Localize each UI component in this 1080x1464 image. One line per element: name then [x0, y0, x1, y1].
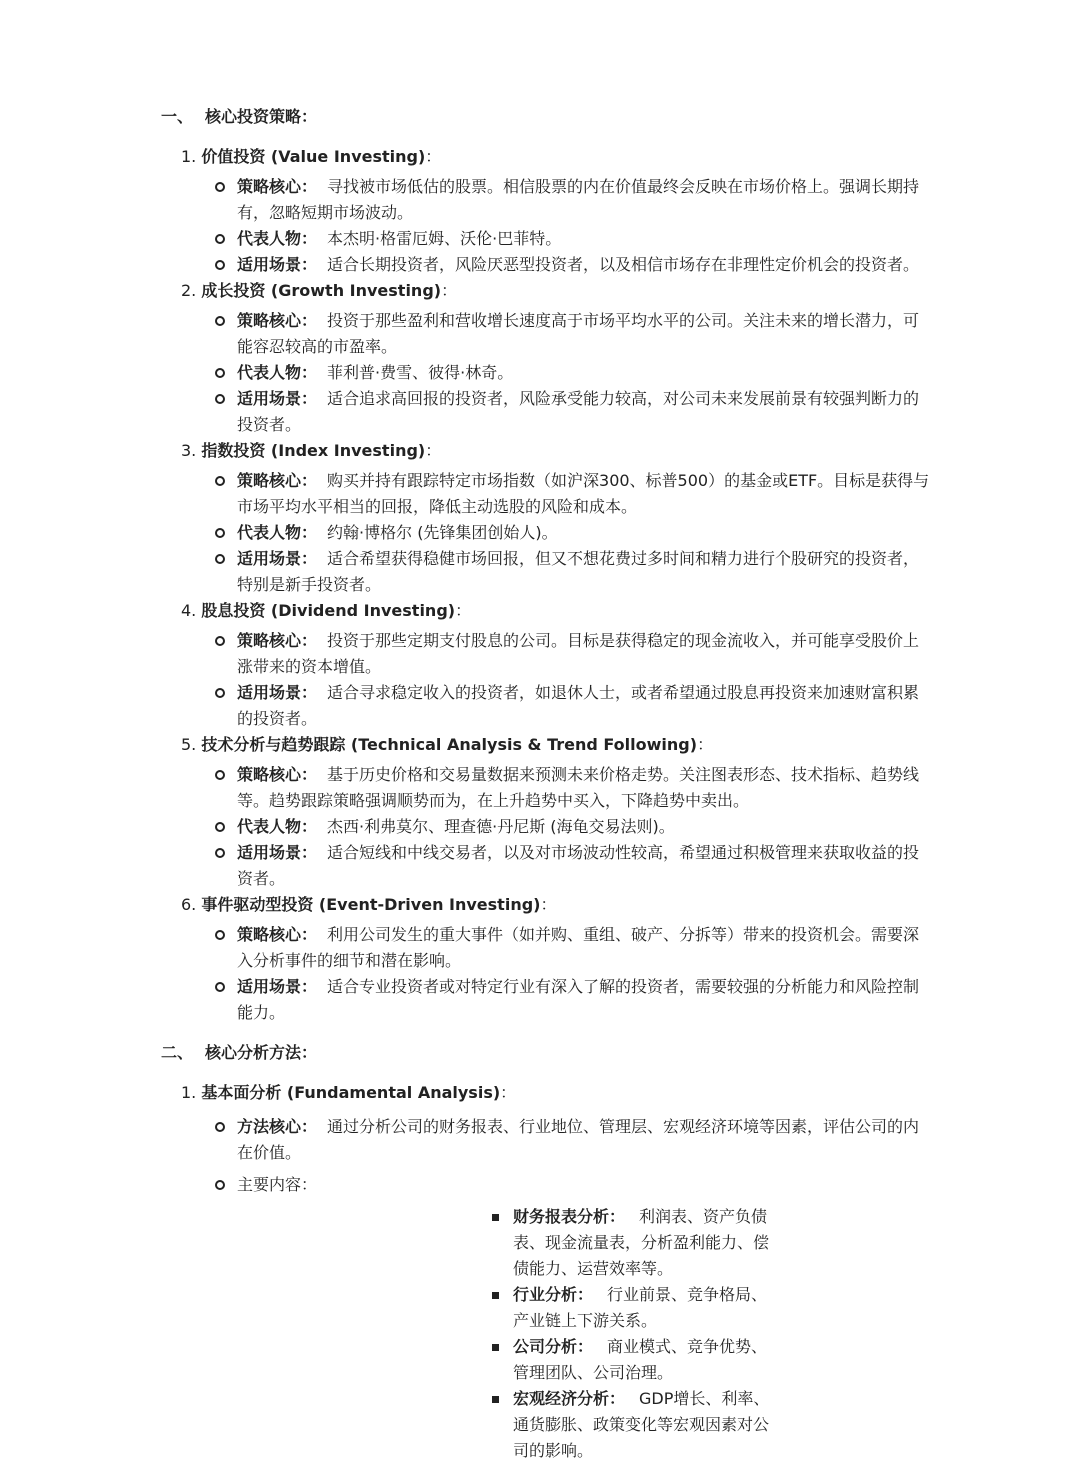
circle-bullet-icon	[215, 394, 225, 404]
item-suffix: ：	[425, 441, 442, 460]
circle-bullet-icon	[215, 260, 225, 270]
bullet-item	[0, 628, 1080, 680]
item-suffix: ：	[441, 281, 458, 300]
circle-bullet-icon	[215, 1122, 225, 1132]
square-bullet-icon	[492, 1214, 499, 1221]
bullet-label: 策略核心：	[237, 311, 318, 330]
bullet-item	[0, 1172, 1080, 1464]
bullet-label: 代表人物：	[237, 229, 318, 248]
circle-bullet-icon	[215, 528, 225, 538]
bullet-item	[0, 386, 1080, 438]
bullet-text: 主要内容：	[237, 1175, 318, 1194]
bullet-label: 策略核心：	[237, 765, 318, 784]
bullet-label: 适用场景：	[237, 683, 318, 702]
bullet-label: 代表人物：	[237, 363, 318, 382]
list-item-heading	[0, 1080, 1080, 1106]
bullet-text: 购买并持有跟踪特定市场指数（如沪深300、标普500）的基金或ETF。目标是获得与市场平均水平相当的回报，降低主动选股的风险和成本。	[237, 471, 930, 516]
item-name: 技术分析与趋势跟踪 (Technical Analysis & Trend Following)	[201, 735, 698, 754]
bullet-item	[0, 520, 1080, 546]
bullet-text: 杰西·利弗莫尔、理查德·丹尼斯 (海龟交易法则)。	[327, 817, 675, 836]
bullet-text: 适合专业投资者或对特定行业有深入了解的投资者，需要较强的分析能力和风险控制能力。	[237, 977, 920, 1022]
document-content	[0, 104, 1080, 1464]
item-name: 成长投资 (Growth Investing)	[201, 281, 442, 300]
bullet-item	[0, 762, 1080, 814]
item-suffix: ：	[455, 601, 472, 620]
circle-bullet-icon	[215, 476, 225, 486]
sub-bullet-label: 宏观经济分析：	[513, 1389, 626, 1408]
item-number: 4.	[181, 601, 202, 620]
bullet-label: 适用场景：	[237, 977, 318, 996]
bullet-text: 适合追求高回报的投资者，风险承受能力较高，对公司未来发展前景有较强判断力的投资者。	[237, 389, 920, 434]
sub-bullet-item	[237, 1334, 930, 1386]
sub-bullet-item	[237, 1204, 930, 1282]
sub-bullet-text: GDP增长、利率、通货膨胀、政策变化等宏观因素对公司的影响。	[513, 1389, 770, 1460]
sub-bullet-label: 财务报表分析：	[513, 1207, 626, 1226]
bullet-list	[0, 1114, 1080, 1464]
list-item-heading	[0, 144, 1080, 170]
bullet-label: 适用场景：	[237, 549, 318, 568]
sub-bullet-label: 公司分析：	[513, 1337, 594, 1356]
bullet-text: 约翰·博格尔 (先锋集团创始人)。	[327, 523, 558, 542]
bullet-list	[0, 174, 1080, 278]
item-name: 基本面分析 (Fundamental Analysis)	[201, 1083, 501, 1102]
bullet-label: 代表人物：	[237, 523, 318, 542]
square-bullet-icon	[492, 1344, 499, 1351]
sub-bullet-item	[237, 1282, 930, 1334]
bullet-item	[0, 360, 1080, 386]
bullet-item	[0, 174, 1080, 226]
bullet-item	[0, 1114, 1080, 1166]
bullet-text: 寻找被市场低估的股票。相信股票的内在价值最终会反映在市场价格上。强调长期持有，忽略短期市场波动。	[237, 177, 920, 222]
bullet-text: 本杰明·格雷厄姆、沃伦·巴菲特。	[327, 229, 562, 248]
bullet-text: 通过分析公司的财务报表、行业地位、管理层、宏观经济环境等因素，评估公司的内在价值。	[237, 1117, 920, 1162]
bullet-text: 适合短线和中线交易者，以及对市场波动性较高，希望通过积极管理来获取收益的投资者。	[237, 843, 920, 888]
sub-bullet-item	[237, 1386, 930, 1464]
section-title: 核心分析方法：	[205, 1043, 318, 1062]
item-number: 3.	[181, 441, 202, 460]
bullet-text: 投资于那些盈利和营收增长速度高于市场平均水平的公司。关注未来的增长潜力，可能容忍较高的市盈率。	[237, 311, 920, 356]
item-number: 1.	[181, 147, 202, 166]
bullet-label: 策略核心：	[237, 177, 318, 196]
section-heading	[161, 1040, 1080, 1066]
circle-bullet-icon	[215, 848, 225, 858]
circle-bullet-icon	[215, 182, 225, 192]
circle-bullet-icon	[215, 316, 225, 326]
bullet-text: 适合寻求稳定收入的投资者，如退休人士，或者希望通过股息再投资来加速财富积累的投资者。	[237, 683, 920, 728]
bullet-list	[0, 308, 1080, 438]
bullet-list	[0, 468, 1080, 598]
item-number: 5.	[181, 735, 202, 754]
sub-bullet-text: 商业模式、竞争优势、管理团队、公司治理。	[513, 1337, 768, 1382]
list-item-heading	[0, 598, 1080, 624]
section-number: 二、	[161, 1043, 194, 1062]
circle-bullet-icon	[215, 822, 225, 832]
bullet-item	[0, 252, 1080, 278]
sub-bullet-text: 利润表、资产负债表、现金流量表，分析盈利能力、偿债能力、运营效率等。	[513, 1207, 770, 1278]
circle-bullet-icon	[215, 636, 225, 646]
bullet-item	[0, 840, 1080, 892]
bullet-text: 菲利普·费雪、彼得·林奇。	[327, 363, 514, 382]
bullet-item	[0, 814, 1080, 840]
bullet-label: 策略核心：	[237, 925, 318, 944]
bullet-label: 方法核心：	[237, 1117, 318, 1136]
bullet-label: 适用场景：	[237, 843, 318, 862]
list-item-heading	[0, 278, 1080, 304]
bullet-label: 策略核心：	[237, 631, 318, 650]
sub-bullet-text: 行业前景、竞争格局、产业链上下游关系。	[513, 1285, 768, 1330]
item-suffix: ：	[540, 895, 557, 914]
circle-bullet-icon	[215, 930, 225, 940]
list-item-heading	[0, 438, 1080, 464]
section-body	[0, 1080, 1080, 1464]
item-number: 6.	[181, 895, 202, 914]
circle-bullet-icon	[215, 1180, 225, 1190]
bullet-item	[0, 468, 1080, 520]
section-number: 一、	[161, 107, 194, 126]
bullet-item	[0, 922, 1080, 974]
item-name: 事件驱动型投资 (Event-Driven Investing)	[201, 895, 541, 914]
item-suffix: ：	[500, 1083, 517, 1102]
bullet-item	[0, 680, 1080, 732]
sub-bullet-list	[237, 1204, 930, 1464]
item-number: 1.	[181, 1083, 202, 1102]
circle-bullet-icon	[215, 982, 225, 992]
bullet-label: 适用场景：	[237, 389, 318, 408]
bullet-text: 适合希望获得稳健市场回报，但又不想花费过多时间和精力进行个股研究的投资者，特别是新手投资者。	[237, 549, 920, 594]
section-heading	[161, 104, 1080, 130]
section-body	[0, 144, 1080, 1026]
item-suffix: ：	[425, 147, 442, 166]
sub-bullet-label: 行业分析：	[513, 1285, 594, 1304]
bullet-text: 适合长期投资者，风险厌恶型投资者，以及相信市场存在非理性定价机会的投资者。	[327, 255, 920, 274]
item-name: 指数投资 (Index Investing)	[201, 441, 426, 460]
square-bullet-icon	[492, 1396, 499, 1403]
bullet-list	[0, 762, 1080, 892]
item-number: 2.	[181, 281, 202, 300]
bullet-text: 基于历史价格和交易量数据来预测未来价格走势。关注图表形态、技术指标、趋势线等。趋势跟踪策略强调顺势而为，在上升趋势中买入，下降趋势中卖出。	[237, 765, 920, 810]
bullet-text: 投资于那些定期支付股息的公司。目标是获得稳定的现金流收入，并可能享受股价上涨带来的资本增值。	[237, 631, 920, 676]
circle-bullet-icon	[215, 554, 225, 564]
bullet-item	[0, 974, 1080, 1026]
bullet-label: 策略核心：	[237, 471, 318, 490]
item-name: 价值投资 (Value Investing)	[201, 147, 426, 166]
circle-bullet-icon	[215, 770, 225, 780]
bullet-label: 代表人物：	[237, 817, 318, 836]
item-name: 股息投资 (Dividend Investing)	[201, 601, 456, 620]
section-title: 核心投资策略：	[205, 107, 318, 126]
circle-bullet-icon	[215, 688, 225, 698]
list-item-heading	[0, 732, 1080, 758]
square-bullet-icon	[492, 1292, 499, 1299]
bullet-label: 适用场景：	[237, 255, 318, 274]
circle-bullet-icon	[215, 234, 225, 244]
list-item-heading	[0, 892, 1080, 918]
circle-bullet-icon	[215, 368, 225, 378]
item-suffix: ：	[697, 735, 714, 754]
bullet-text: 利用公司发生的重大事件（如并购、重组、破产、分拆等）带来的投资机会。需要深入分析事件的细节和潜在影响。	[237, 925, 920, 970]
bullet-list	[0, 922, 1080, 1026]
bullet-list	[0, 628, 1080, 732]
bullet-item	[0, 546, 1080, 598]
bullet-item	[0, 226, 1080, 252]
bullet-item	[0, 308, 1080, 360]
